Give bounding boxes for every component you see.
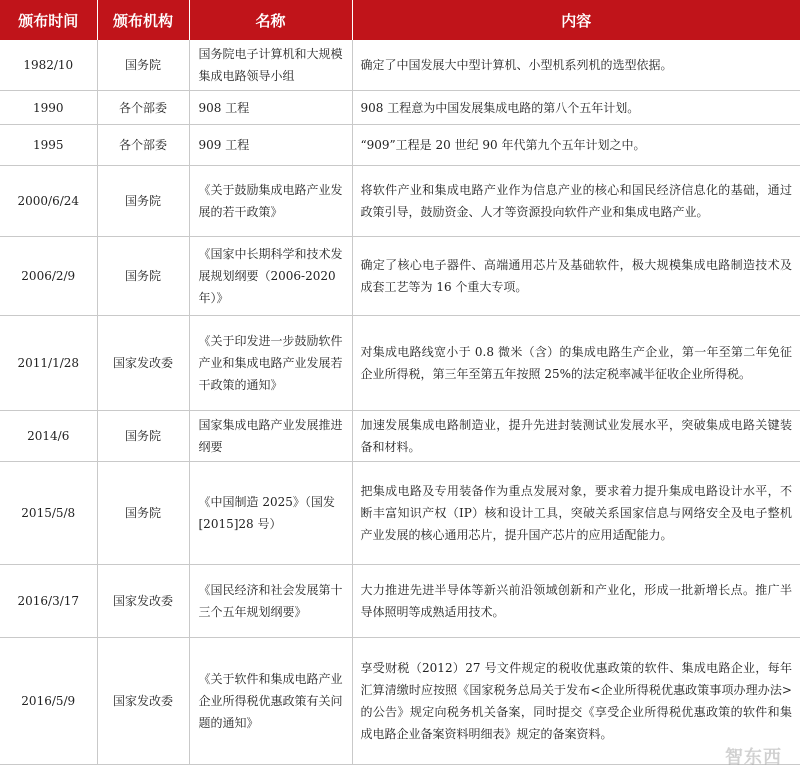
- cell-content: 享受财税（2012）27 号文件规定的税收优惠政策的软件、集成电路企业，每年汇算清缴时应按照《国家税务总局关于发布<企业所得税优惠政策事项办理办法>的公告》规定向税务机关备案，同时提交《享受企业所得税优惠政策的软件和集成电路企业备案资料明细表》规定的备案资料。: [352, 638, 800, 765]
- table-row: [0, 638, 800, 765]
- cell-org: 各个部委: [97, 125, 189, 166]
- cell-date: 2000/6/24: [0, 166, 97, 237]
- table-body: [0, 40, 800, 765]
- cell-date: 1990: [0, 91, 97, 125]
- header-name: 名称: [189, 0, 352, 40]
- cell-org: 国务院: [97, 40, 189, 91]
- cell-name: 《中国制造 2025》（国发[2015]28 号）: [189, 462, 352, 565]
- cell-name: 《国家中长期科学和技术发展规划纲要（2006-2020 年）》: [189, 237, 352, 316]
- cell-name: 《关于鼓励集成电路产业发展的若干政策》: [189, 166, 352, 237]
- table-row: [0, 565, 800, 638]
- watermark-logo: 智东西: [725, 747, 782, 768]
- cell-name: 《关于软件和集成电路产业企业所得税优惠政策有关问题的通知》: [189, 638, 352, 765]
- cell-date: 1982/10: [0, 40, 97, 91]
- cell-content: 确定了核心电子器件、高端通用芯片及基础软件，极大规模集成电路制造技术及成套工艺等为 16 个重大专项。: [352, 237, 800, 316]
- cell-name: 国家集成电路产业发展推进纲要: [189, 411, 352, 462]
- cell-org: 国家发改委: [97, 565, 189, 638]
- table-header: [0, 0, 800, 40]
- table-row: [0, 411, 800, 462]
- cell-org: 国家发改委: [97, 638, 189, 765]
- table-row: [0, 237, 800, 316]
- table-row: [0, 462, 800, 565]
- table-row: [0, 166, 800, 237]
- table-row: [0, 125, 800, 166]
- cell-org: 国务院: [97, 462, 189, 565]
- cell-content: 908 工程意为中国发展集成电路的第八个五年计划。: [352, 91, 800, 125]
- header-org: 颁布机构: [97, 0, 189, 40]
- table-row: [0, 40, 800, 91]
- cell-content: “909”工程是 20 世纪 90 年代第九个五年计划之中。: [352, 125, 800, 166]
- table-row: [0, 316, 800, 411]
- cell-date: 2015/5/8: [0, 462, 97, 565]
- cell-content: 将软件产业和集成电路产业作为信息产业的核心和国民经济信息化的基础，通过政策引导，鼓励资金、人才等资源投向软件产业和集成电路产业。: [352, 166, 800, 237]
- cell-name: 国务院电子计算机和大规模集成电路领导小组: [189, 40, 352, 91]
- cell-org: 国家发改委: [97, 316, 189, 411]
- cell-org: 各个部委: [97, 91, 189, 125]
- cell-date: 2014/6: [0, 411, 97, 462]
- cell-content: 大力推进先进半导体等新兴前沿领域创新和产业化，形成一批新增长点。推广半导体照明等成熟适用技术。: [352, 565, 800, 638]
- cell-name: 《国民经济和社会发展第十三个五年规划纲要》: [189, 565, 352, 638]
- cell-name: 《关于印发进一步鼓励软件产业和集成电路产业发展若干政策的通知》: [189, 316, 352, 411]
- header-content: 内容: [352, 0, 800, 40]
- header-date: 颁布时间: [0, 0, 97, 40]
- cell-content: 加速发展集成电路制造业，提升先进封装测试业发展水平，突破集成电路关键装备和材料。: [352, 411, 800, 462]
- cell-org: 国务院: [97, 166, 189, 237]
- cell-date: 2006/2/9: [0, 237, 97, 316]
- cell-content: 对集成电路线宽小于 0.8 微米（含）的集成电路生产企业，第一年至第二年免征企业所得税，第三年至第五年按照 25%的法定税率减半征收企业所得税。: [352, 316, 800, 411]
- cell-date: 2016/5/9: [0, 638, 97, 765]
- cell-content: 确定了中国发展大中型计算机、小型机系列机的选型依据。: [352, 40, 800, 91]
- table-row: [0, 91, 800, 125]
- cell-org: 国务院: [97, 411, 189, 462]
- cell-date: 2011/1/28: [0, 316, 97, 411]
- cell-content: 把集成电路及专用装备作为重点发展对象，要求着力提升集成电路设计水平，不断丰富知识产权（IP）核和设计工具，突破关系国家信息与网络安全及电子整机产业发展的核心通用芯片，提升国产芯片的应用适配能力。: [352, 462, 800, 565]
- cell-name: 909 工程: [189, 125, 352, 166]
- cell-name: 908 工程: [189, 91, 352, 125]
- cell-date: 1995: [0, 125, 97, 166]
- cell-date: 2016/3/17: [0, 565, 97, 638]
- cell-org: 国务院: [97, 237, 189, 316]
